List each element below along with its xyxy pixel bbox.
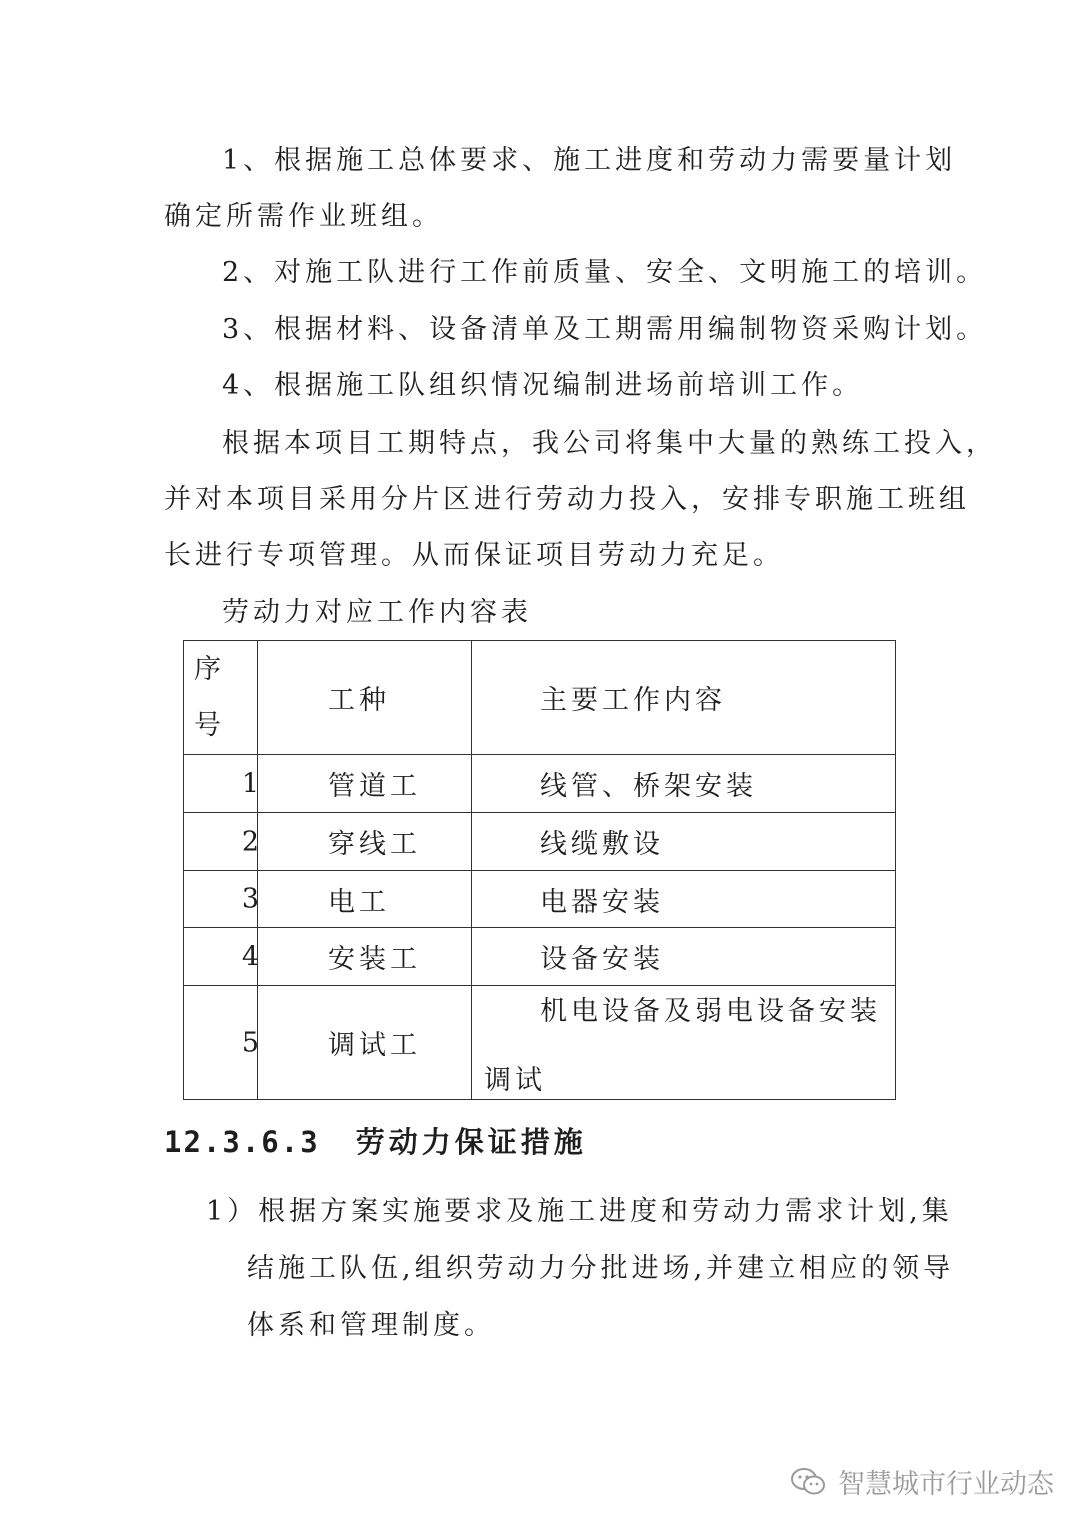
row-seq: 3: [241, 883, 263, 915]
table-row: [184, 755, 896, 813]
labor-work-table: [183, 640, 896, 1100]
table-row: [184, 928, 896, 986]
paragraph-2: 2、对施工队进行工作前质量、安全、文明施工的培训。: [222, 257, 988, 288]
row-content-line-2: 调试: [484, 1064, 546, 1096]
header-type: 工种: [258, 641, 472, 755]
row-seq: 1: [241, 768, 263, 799]
paragraph-5-line-2: 并对本项目采用分片区进行劳动力投入，安排专职施工班组: [164, 484, 970, 515]
section-number: 12.3.6.3: [164, 1125, 320, 1159]
header-content: 主要工作内容: [472, 641, 896, 755]
section-heading: [164, 1125, 587, 1159]
row-content: 电器安装: [472, 871, 896, 928]
paragraph-5-line-3: 长进行专项管理。从而保证项目劳动力充足。: [164, 540, 784, 571]
list-item-1-line-1: 1）根据方案实施要求及施工进度和劳动力需求计划,集: [206, 1196, 953, 1227]
row-content: [472, 986, 896, 1100]
row-content: 设备安装: [472, 928, 896, 986]
table-row: [184, 871, 896, 928]
watermark: [790, 1462, 1054, 1501]
header-seq-line-2: 号: [194, 709, 225, 741]
row-type: 电工: [258, 871, 472, 928]
row-content: 线缆敷设: [472, 813, 896, 871]
row-type: 穿线工: [258, 813, 472, 871]
row-type: 管道工: [258, 755, 472, 813]
row-seq: 2: [241, 826, 263, 857]
watermark-text: 智慧城市行业动态: [838, 1469, 1054, 1500]
header-seq: [184, 641, 258, 755]
table-caption: 劳动力对应工作内容表: [222, 597, 532, 628]
row-content: 线管、桥架安装: [472, 755, 896, 813]
wechat-icon: [790, 1466, 828, 1498]
paragraph-1-line-1: 1、根据施工总体要求、施工进度和劳动力需要量计划: [222, 145, 957, 176]
paragraph-4: 4、根据施工队组织情况编制进场前培训工作。: [222, 370, 864, 401]
paragraph-5-line-1: 根据本项目工期特点，我公司将集中大量的熟练工投入，: [222, 428, 997, 459]
row-type: 安装工: [258, 928, 472, 986]
table-row: [184, 813, 896, 871]
list-item-1-line-3: 体系和管理制度。: [247, 1310, 495, 1341]
row-seq: 5: [241, 1027, 263, 1058]
table-row: [184, 986, 896, 1100]
row-content-line-1: 机电设备及弱电设备安装: [540, 995, 881, 1027]
header-seq-line-1: 序: [194, 653, 225, 685]
row-type: 调试工: [258, 986, 472, 1100]
row-seq: 4: [241, 941, 263, 972]
list-item-1-line-2: 结施工队伍,组织劳动力分批进场,并建立相应的领导: [247, 1253, 955, 1284]
paragraph-1-line-2: 确定所需作业班组。: [164, 201, 443, 232]
table-header-row: [184, 641, 896, 755]
paragraph-3: 3、根据材料、设备清单及工期需用编制物资采购计划。: [222, 314, 988, 345]
section-title: 劳动力保证措施: [355, 1125, 587, 1159]
